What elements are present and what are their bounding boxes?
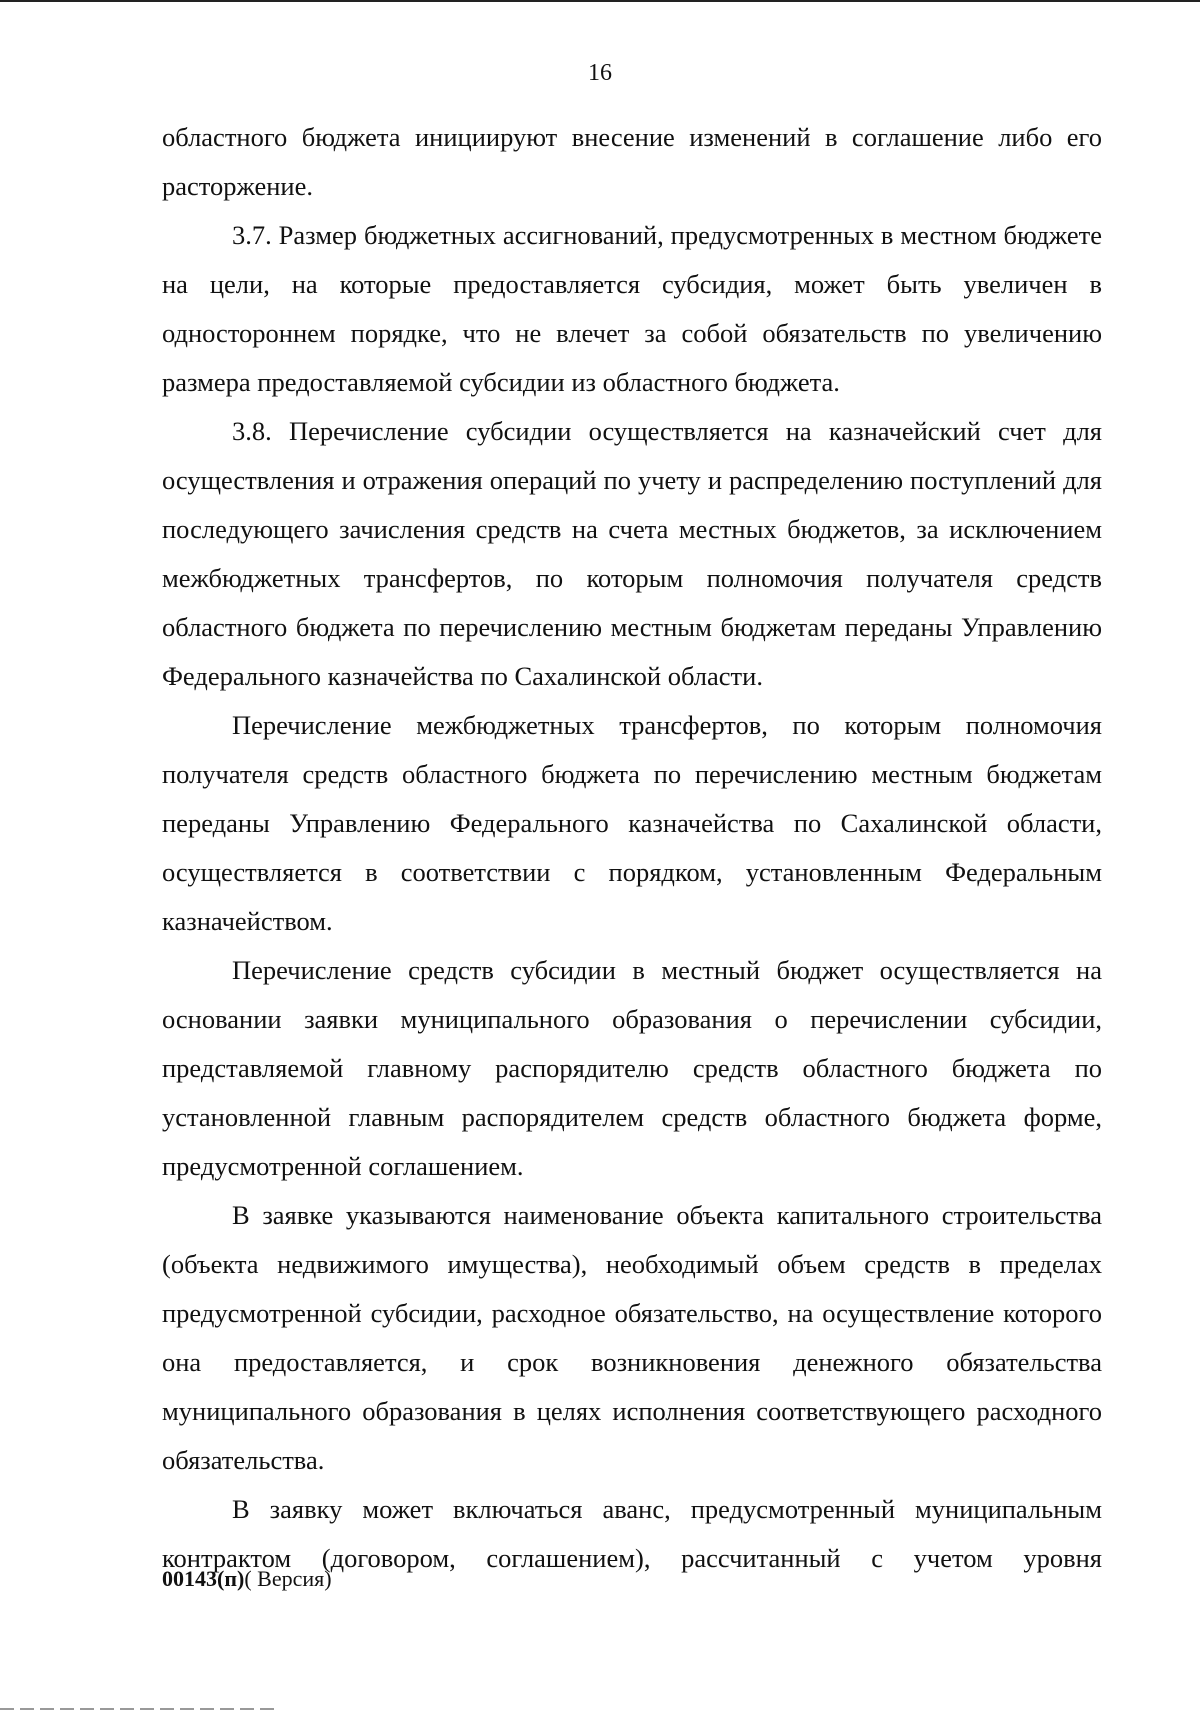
paragraph-1: областного бюджета инициируют внесение изменений в соглашение либо его расторжение. [162, 122, 1102, 201]
paragraph-transfers: Перечисление межбюджетных трансфертов, по которым полномочия получателя средств областного бюджета по перечислению местным бюджетам переданы Управлению Федерального казначейства по Сахалинской области, осуществляется в соответствии с порядком, установленным Федеральным казначейством. [162, 710, 1102, 936]
paragraph-subsidy-transfer: Перечисление средств субсидии в местный бюджет осуществляется на основании заявки муниципального образования о перечислении субсидии, представляемой главному распорядителю средств областного бюджета по установленной главным распорядителем средств областного бюджета форме, предусмотренной соглашением. [162, 955, 1102, 1181]
paragraph-3-8: 3.8. Перечисление субсидии осуществляется на казначейский счет для осуществления и отражения операций по учету и распределению поступлений для последующего зачисления средств на счета местных бюджетов, за исключением межбюджетных трансфертов, по которым полномочия получателя средств областного бюджета по перечислению местным бюджетам переданы Управлению Федерального казначейства по Сахалинской области. [162, 416, 1102, 691]
paragraph-application-contents: В заявке указываются наименование объекта капитального строительства (объекта недвижимого имущества), необходимый объем средств в пределах предусмотренной субсидии, расходное обязательство, на осуществление которого она предоставляется, и срок возникновения денежного обязательства муниципального образования в целях исполнения соответствующего расходного обязательства. [162, 1200, 1102, 1475]
top-rule [0, 0, 1200, 2]
document-code-version: ( Версия) [244, 1566, 332, 1591]
scan-edge-mark [0, 1708, 280, 1710]
paragraph-advance: В заявку может включаться аванс, предусмотренный муниципальным контрактом (договором, соглашением), рассчитанный с учетом уровня [162, 1494, 1102, 1573]
page-number: 16 [588, 60, 612, 86]
document-code [162, 1566, 332, 1592]
paragraph-3-7: 3.7. Размер бюджетных ассигнований, предусмотренных в местном бюджете на цели, на которые предоставляется субсидия, может быть увеличен в одностороннем порядке, что не влечет за собой обязательств по увеличению размера предоставляемой субсидии из областного бюджета. [162, 220, 1102, 397]
document-code-number: 00143(п) [162, 1566, 245, 1591]
body-text [162, 113, 1102, 1583]
